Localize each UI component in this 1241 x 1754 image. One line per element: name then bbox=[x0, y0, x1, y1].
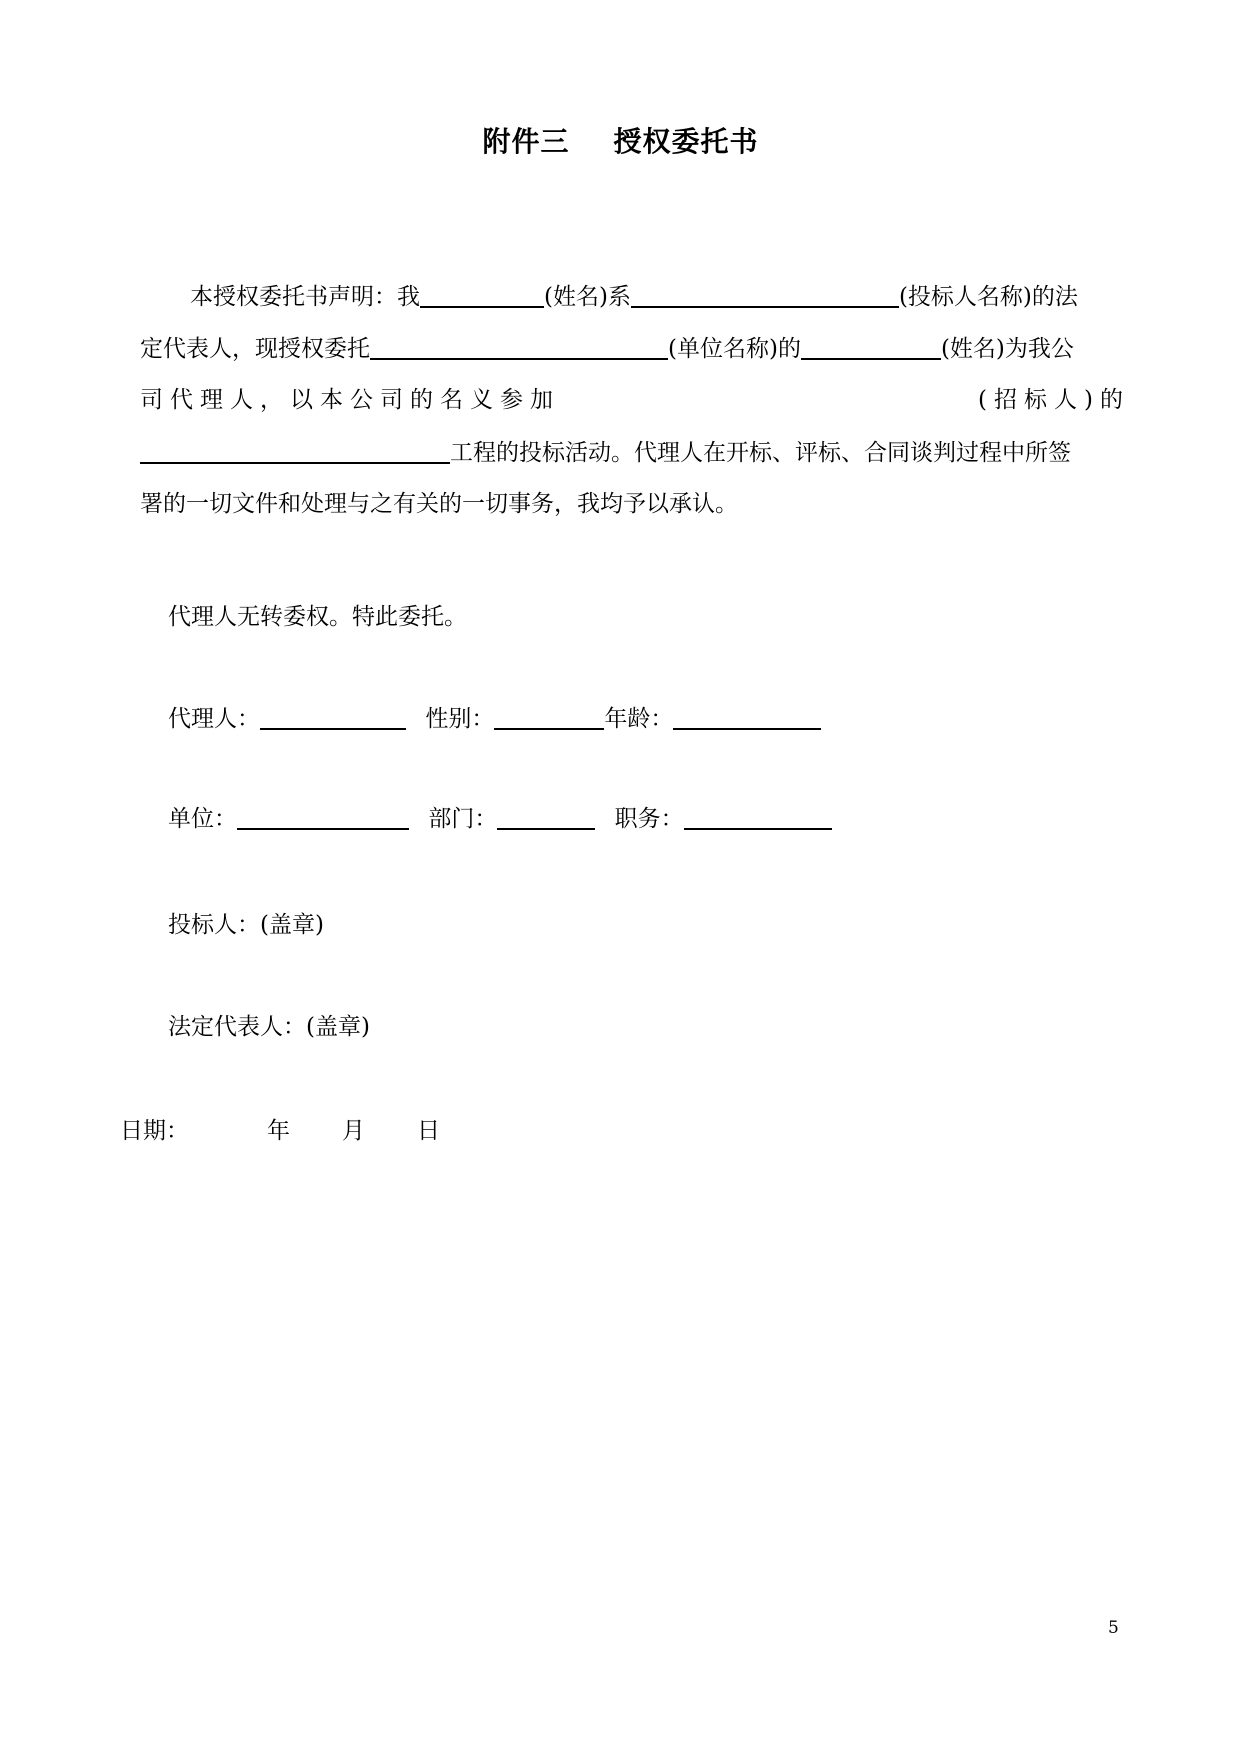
gender-blank[interactable] bbox=[494, 702, 604, 730]
agent-info-row bbox=[168, 700, 821, 733]
agent-name-blank[interactable] bbox=[801, 332, 941, 360]
agent-label: 代理人： bbox=[168, 706, 260, 732]
declaration-line-5: 署的一切文件和处理与之有关的一切事务，我均予以承认。 bbox=[140, 491, 738, 517]
declaration-line-1: 本授权委托书声明：我 (姓名)系 (投标人名称)的法 bbox=[190, 280, 1078, 313]
gender-label: 性别： bbox=[425, 706, 495, 732]
unit-info-row bbox=[168, 800, 832, 833]
dept-blank[interactable] bbox=[497, 802, 595, 830]
project-name-blank[interactable] bbox=[140, 436, 450, 464]
date-month: 月 bbox=[342, 1118, 365, 1144]
age-label: 年龄： bbox=[604, 706, 674, 732]
date-row bbox=[120, 1112, 440, 1145]
declaration-line-4: 工程的投标活动。代理人在开标、评标、合同谈判过程中所签 bbox=[140, 436, 1071, 469]
unit-label: 单位： bbox=[168, 806, 237, 832]
legal-rep-seal-line: 法定代表人：(盖章) bbox=[168, 1014, 370, 1040]
agent-unit-blank[interactable] bbox=[370, 332, 668, 360]
date-day: 日 bbox=[417, 1118, 440, 1144]
position-blank[interactable] bbox=[684, 802, 832, 830]
date-year: 年 bbox=[267, 1118, 290, 1144]
no-transfer-statement: 代理人无转委权。特此委托。 bbox=[168, 604, 467, 630]
title-part-annex: 附件三 bbox=[482, 125, 570, 158]
bidder-name-blank[interactable] bbox=[631, 280, 899, 308]
date-label: 日期： bbox=[120, 1118, 189, 1144]
bidder-seal-line: 投标人：(盖章) bbox=[168, 912, 324, 938]
unit-blank[interactable] bbox=[237, 802, 409, 830]
declaration-line-3: 司代理人，以本公司的名义参加 (招标人)的 bbox=[140, 387, 1130, 413]
page-number: 5 bbox=[1108, 1618, 1119, 1638]
title-part-name: 授权委托书 bbox=[613, 125, 759, 158]
declaration-line-2: 定代表人，现授权委托 (单位名称)的 (姓名)为我公 bbox=[140, 332, 1074, 365]
dept-label: 部门： bbox=[428, 806, 498, 832]
principal-name-blank[interactable] bbox=[420, 280, 544, 308]
position-label: 职务： bbox=[614, 806, 684, 832]
age-blank[interactable] bbox=[673, 702, 821, 730]
agent-blank[interactable] bbox=[260, 702, 406, 730]
page-title bbox=[0, 120, 1241, 160]
